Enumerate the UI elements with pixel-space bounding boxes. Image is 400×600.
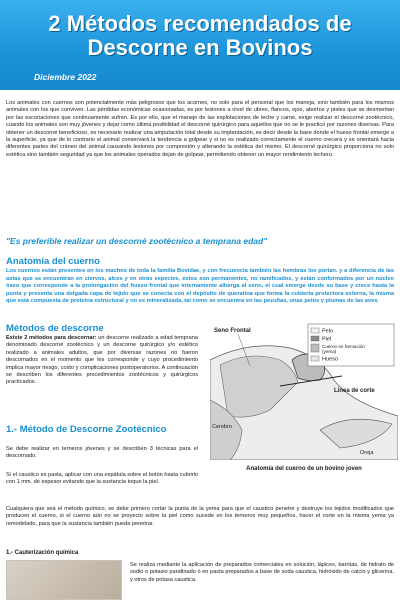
metodos-text	[6, 335, 198, 387]
legend-swatch-pelo	[311, 328, 319, 333]
header-banner	[0, 0, 400, 90]
caustica-heading: 1.- Cauterización química	[6, 550, 79, 556]
label-cerebro: Cerebro	[212, 424, 232, 430]
metodos-lead: Existe 2 métodos para descornar:	[6, 335, 97, 341]
horn-anatomy-figure	[210, 320, 398, 460]
label-oreja: Oreja	[360, 450, 374, 456]
label-hueso: Hueso	[322, 356, 338, 363]
zootecnico-p1: Se debe realizar en terneros jóvenes y se describen 3 técnicas para el descornado.	[6, 446, 198, 460]
title-line-2: Descorne en Bovinos	[87, 35, 313, 60]
label-linea-corte: Linea de corte	[334, 388, 375, 394]
figure-caption: Anatomía del cuerno de un bovino joven	[246, 466, 362, 472]
label-seno-frontal: Seno Frontal	[214, 328, 251, 334]
title-line-1: 2 Métodos recomendados de	[48, 11, 352, 36]
cauterization-photo	[6, 560, 122, 600]
intro-paragraph: Los animales con cuernos son potencialmente más peligrosos que los acornes, no solo para el personal que los maneja, sino también para los mismos animales con los que conviven. Las pérdidas económicas ocasionadas, es por lesiones a nivel de ubres, flancos, ojos, abortos y pieles que se desmeritan por las escoriaciones que continuamente sufren. Es por ello, que el manejo de las explotaciones de leche y carne, exige realizar el descorné zootécnico, cuando los animales son muy jóvenes y dejar como última posibilidad el descorné quirúrgico para aquellos que no se le practicó por razones diversas. Para obtener un descorné beneficioso, es necesario realizar una amputación total desde su implantación, es decir desde la base donde el hueso frontal emerge a la superficie, ya que de lo contrario el animal conservará la tendencia a golpear y si no es realizado correctamente el cuerno crecerá y se orientará hacia diferentes partes del cráneo del animal causando lesiones por compresión y alterando la estética del mismo. El descorné quirúrgico proporciona no solo estética sino también seguridad ya que los animales operados dejan de golpear, permitiendo obtener un mayor rendimiento lechero.	[6, 100, 394, 158]
pull-quote: "Es preferible realizar un descorné zootécnico a temprana edad"	[6, 236, 268, 246]
legend-swatch-cuerno	[311, 344, 319, 352]
label-pelo: Pelo	[322, 328, 334, 335]
publication-date: Diciembre 2022	[34, 72, 97, 82]
metodos-body: un descorne realizado a edad temprana denominado descorné zootécnico y un descorne quirúrgico y/o estético realizado a animales adultos, que por diversas razones no fueron descornados en el momento que les corresponde y cuyo procedimiento implica mayor riesgo, costo y complicaciones postoperatorios. A continuación se describen los diferentes procedimientos zootécnicos y quirúrgicos practicados.	[6, 335, 198, 386]
legend-swatch-hueso	[311, 356, 319, 361]
label-cuerno-formacion: Cuerno en formación	[322, 344, 365, 349]
anatomia-text: Los cuernos están presentes en los machos de toda la familia Bovidae, y con frecuencia también las hembras los portan. y a diferencia de las astas que se encuentran en ciervos, alces y en otras especies, estos son permanentes, no ramificados, y están conformados por un núcleo óseo que corresponde a la prolongación del hueso frontal que internamente alberga al seno, el cual emerge desde su base y crece hasta la punta y presenta una delgada capa de tejido que se conecta con el depósito de queratina que forma la cubierta protectora externa, la misma que está compuesta de proteína estructural y no es mineralizada, tal como se encuentra en las pezuñas, unas pelos y plumas de las aves.	[6, 268, 394, 305]
label-piel: Piel	[322, 336, 332, 343]
zootecnico-heading: 1.- Método de Descorne Zootécnico	[6, 424, 167, 435]
page-title	[0, 12, 400, 60]
caustica-text: Se realiza mediante la aplicación de preparados comerciales en solución, lápices, barritas, de hidrato de sodio o potasio parafinado ó en pasta preparados a base de soda caustica, hidróxido de calcio y glicerina. y otros de potasa caustica.	[130, 562, 394, 583]
zootecnico-p2: Si el caustico es pasta, aplicar con una espátula sobre el botón hasta cubrirlo con 1 mm. de espesor evitando que la sustancia toque la piel.	[6, 472, 198, 486]
anatomia-heading: Anatomía del cuerno	[6, 256, 100, 267]
zootecnico-p3: Cualquiera que sea el método químico, se debe primero cortar la punta de la yema para que el caustico penetre y destruye los tejidos modificados que producen el cuerno, si el cuerno aún no se proyecto sobre la piel como sucede en los terneros muy pequeños, hacer el corte en la misma yema ya remodelado, para que la sustancia también pueda penetrar.	[6, 506, 394, 527]
metodos-heading: Métodos de descorne	[6, 323, 104, 334]
legend-swatch-piel	[311, 336, 319, 341]
label-yema: (yema)	[322, 349, 337, 354]
